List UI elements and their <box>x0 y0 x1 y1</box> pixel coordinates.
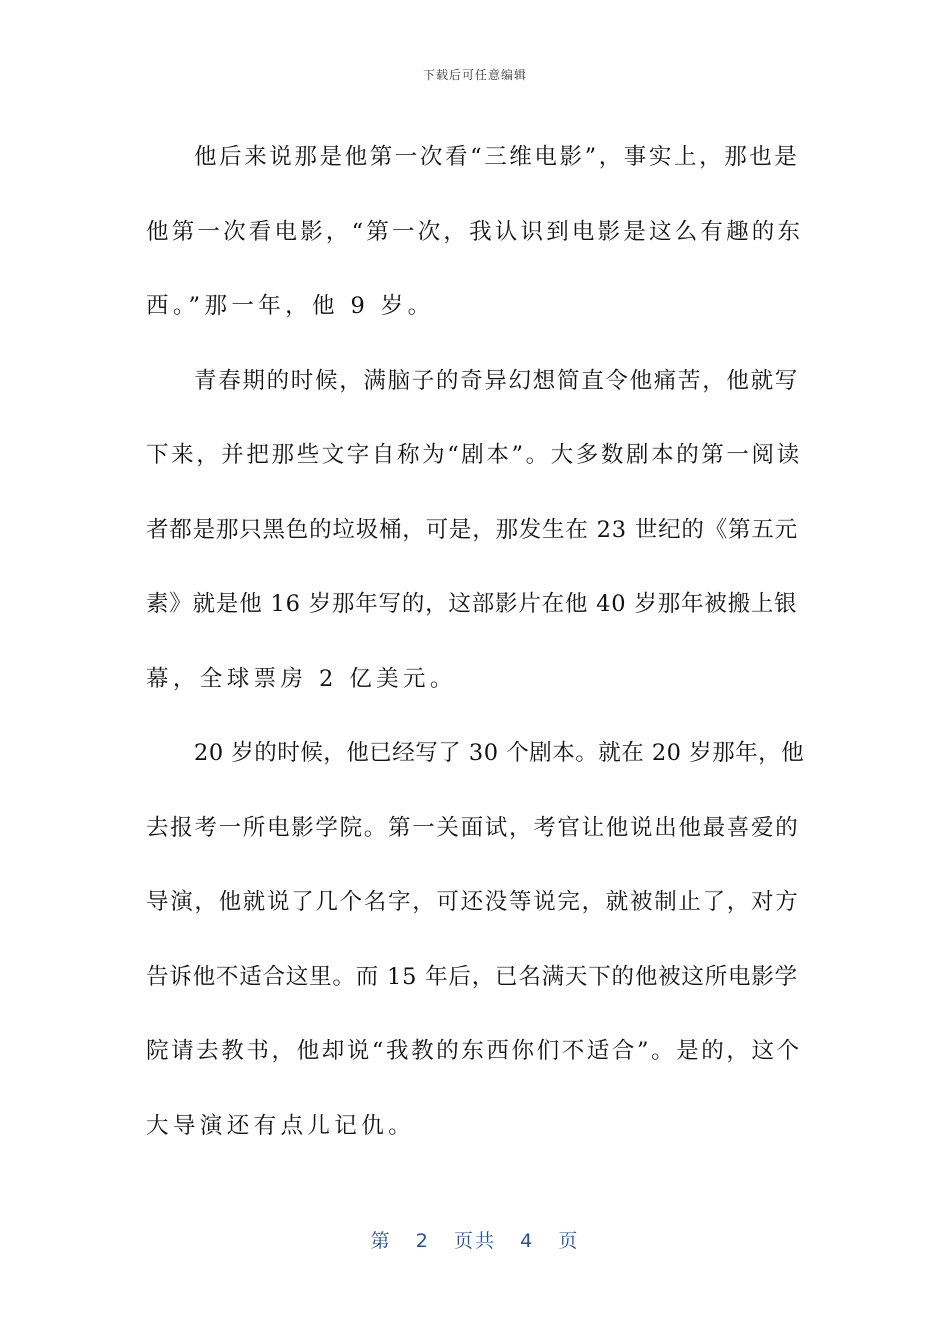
page-header: 下载后可任意编辑 <box>422 68 527 82</box>
text-line: 青春期的时候，满脑子的奇异幻想简直令他痛苦，他就写 <box>194 367 800 394</box>
text-line: 素》就是他 16 岁那年写的，这部影片在他 40 岁那年被搬上银 <box>146 591 798 617</box>
text-line: 下来，并把那些文字自称为“剧本”。大多数剧本的第一阅读 <box>146 442 802 468</box>
text-line: 者都是那只黑色的垃圾桶，可是，那发生在 23 世纪的《第五元 <box>146 516 798 543</box>
text-line: 西。”那一年，他 9 岁。 <box>146 293 435 319</box>
page-footer <box>0 1226 950 1253</box>
total-pages-number: 4 <box>520 1230 535 1252</box>
paragraph-2 <box>146 344 806 717</box>
text-line: 去报考一所电影学院。第一关面试，考官让他说出他最喜爱的 <box>146 814 800 841</box>
document-body <box>146 120 806 1163</box>
text-line: 他后来说那是他第一次看“三维电影”，事实上，那也是 <box>194 144 800 170</box>
text-line: 幕，全球票房 2 亿美元。 <box>146 665 457 692</box>
text-line: 20 岁的时候，他已经写了 30 个剧本。就在 20 岁那年，他 <box>194 740 805 766</box>
text-line: 院请去教书，他却说“我教的东西你们不适合”。是的，这个 <box>146 1038 802 1064</box>
page-suffix: 页 <box>558 1230 580 1252</box>
current-page-number: 2 <box>415 1230 430 1252</box>
text-line: 导演，他就说了几个名字，可还没等说完，就被制止了，对方 <box>146 889 800 915</box>
text-line: 他第一次看电影，“第一次，我认识到电影是这么有趣的东 <box>146 218 804 245</box>
text-line: 大导演还有点儿记仇。 <box>146 1112 416 1139</box>
text-line: 告诉他不适合这里。而 15 年后，已名满天下的他被这所电影学 <box>146 963 798 990</box>
page-label: 第 <box>370 1230 392 1252</box>
paragraph-3 <box>146 716 806 1163</box>
total-label: 页共 <box>453 1230 496 1252</box>
paragraph-1 <box>146 120 806 344</box>
